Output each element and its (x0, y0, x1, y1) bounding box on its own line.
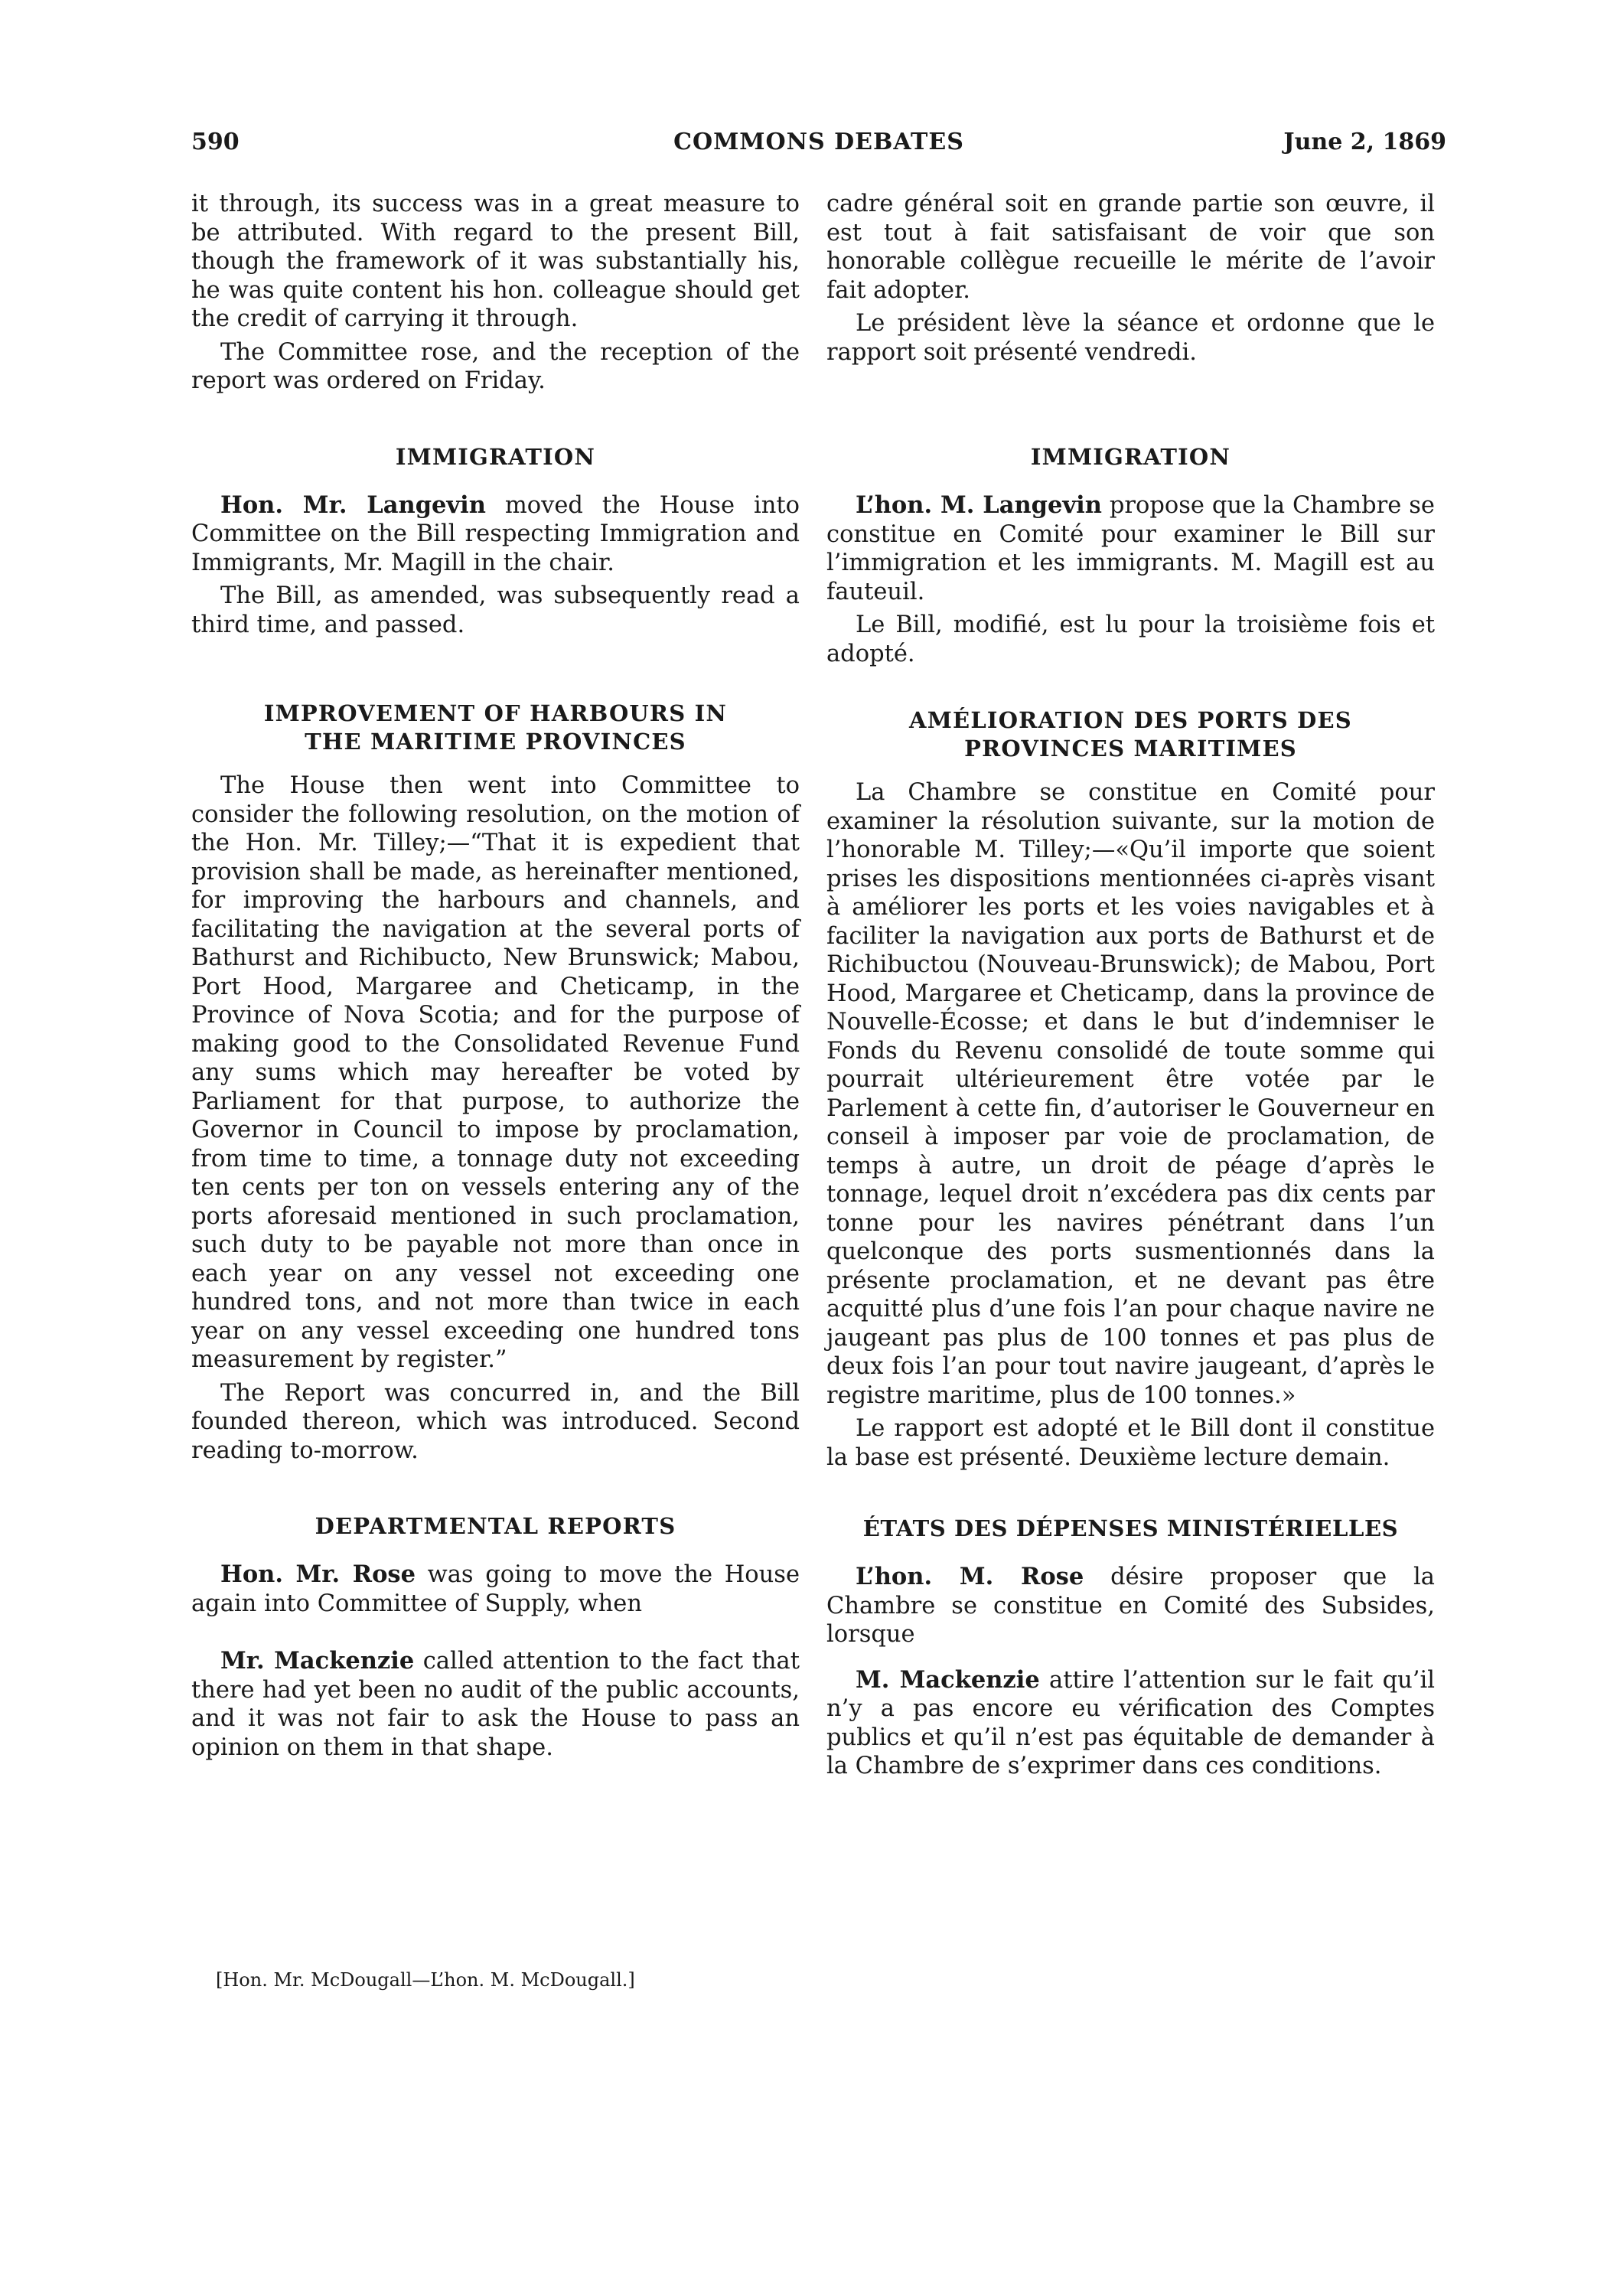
heading-line-1: AMÉLIORATION DES PORTS DES (909, 707, 1352, 733)
heading-line-1: IMPROVEMENT OF HARBOURS IN (263, 700, 728, 726)
motion-text: moved the House into Committee on the Bill respecting Immigration and Immigrants, Mr. Magill in the chair. (191, 491, 800, 576)
harbours-resolution: The House then went into Committee to consider the following resolution, on the motion of the Hon. Mr. Tilley;—“That it is expedient that provision shall be made, as hereinafter mentioned, for improving the harbours and channels, and facilitating the navigation at the several ports of Bathurst and Richibucto, New Brunswick; Mabou, Port Hood, Margaree and Cheticamp, in the Province of Nova Scotia; and for the purpose of making good to the Consolidated Revenue Fund any sums which may hereafter be voted by Parliament for that purpose, to authorize the Governor in Council to impose by proclamation, from time to time, a tonnage duty not exceeding ten cents per ton on vessels entering any of the ports aforesaid mentioned in such proclamation, such duty to be payable not more than once in each year on any vessel not exceeding one hundred tons, and not more than twice in each year on any vessel exceeding one hundred tons measurement by register.” (191, 772, 800, 1373)
harbours-result: Le rapport est adopté et le Bill dont il constitue la base est présenté. Deuxième lecture demain. (826, 1415, 1435, 1471)
committee-rose-paragraph: Le président lève la séance et ordonne que le rapport soit présenté vendredi. (826, 310, 1435, 366)
immigration-result: Le Bill, modifié, est lu pour la troisième fois et adopté. (826, 612, 1435, 667)
continued-paragraph: it through, its success was in a great measure to be attributed. With regard to the present Bill, though the framework of it was substantially his, he was quite content his hon. colleague should get the credit of carrying it through. (191, 191, 800, 332)
rose-motion (191, 1561, 800, 1618)
section-heading-reports: ÉTATS DES DÉPENSES MINISTÉRIELLES (862, 1515, 1399, 1541)
speaker-name: L’hon. M. Langevin (856, 491, 1102, 519)
page-number: 590 (191, 129, 240, 155)
speaker-name: Hon. Mr. Rose (220, 1561, 416, 1588)
speaker-name: M. Mackenzie (856, 1665, 1040, 1694)
heading-line-2: PROVINCES MARITIMES (964, 735, 1297, 762)
section-heading-harbours (826, 706, 1435, 763)
section-heading-immigration: IMMIGRATION (395, 443, 596, 470)
page-date: June 2, 1869 (1283, 129, 1446, 155)
speaker-footnote: [Hon. Mr. McDougall—L’hon. M. McDougall.] (216, 1969, 635, 1991)
page-header (191, 129, 1446, 167)
remark-text: attire l’attention sur le fait qu’il n’y a pas encore eu vérification des Comptes publics et qu’il n’est pas équitable de demander à la Chambre de s’exprimer dans ces conditions. (826, 1666, 1435, 1779)
section-heading-reports: DEPARTMENTAL REPORTS (315, 1513, 676, 1539)
immigration-result: The Bill, as amended, was subsequently read a third time, and passed. (191, 582, 800, 638)
motion-text: was going to move the House again into Committee of Supply, when (191, 1561, 800, 1617)
english-column (191, 190, 800, 1762)
mackenzie-remark (191, 1647, 800, 1762)
continued-paragraph: cadre général soit en grande partie son œuvre, il est tout à fait satisfaisant de voir que son honorable collègue recueille le mérite de l’avoir fait adopter. (826, 191, 1435, 304)
publication-title: COMMONS DEBATES (673, 129, 964, 155)
rose-motion (826, 1563, 1435, 1649)
section-heading-immigration: IMMIGRATION (1030, 444, 1231, 470)
immigration-motion (191, 491, 800, 578)
motion-text: propose que la Chambre se constitue en Comité pour examiner le Bill sur l’immigration et les immigrants. M. Magill est au fauteuil. (826, 492, 1435, 605)
speaker-name: Hon. Mr. Langevin (220, 491, 486, 519)
french-column (826, 190, 1435, 1781)
remark-text: called attention to the fact that there had yet been no audit of the public accounts, and it was not fair to ask the House to pass an opinion on them in that shape. (191, 1648, 800, 1761)
committee-rose-paragraph: The Committee rose, and the reception of the report was ordered on Friday. (191, 338, 800, 394)
harbours-result: The Report was concurred in, and the Bill founded thereon, which was introduced. Second reading to-morrow. (191, 1379, 800, 1464)
speaker-name: Mr. Mackenzie (220, 1647, 415, 1675)
harbours-resolution: La Chambre se constitue en Comité pour examiner la résolution suivante, sur la motion de l’honorable M. Tilley;—«Qu’il importe que soient prises les dispositions mentionnées ci-après visant à améliorer les ports et les voies navigables et à faciliter la navigation aux ports de Bathurst et de Richibuctou (Nouveau-Brunswick); de Mabou, Port Hood, Margaree et Cheticamp, dans la province de Nouvelle-Écosse; et dans le but d’indemniser le Fonds du Revenu consolidé de toute somme qui pourrait ultérieurement être votée par le Parlement à cette fin, d’autoriser le Gouverneur en conseil à imposer par voie de proclamation, de temps à autre, un droit de péage d’après le tonnage, lequel droit n’excédera pas dix cents par tonne pour les navires pénétrant dans l’un quelconque des ports susmentionnés dans la présente proclamation, et ne devant pas être acquitté plus d’une fois l’an pour chaque navire ne jaugeant pas plus de 100 tonnes et pas plus de deux fois l’an pour tout navire jaugeant, d’après le registre maritime, plus de 100 tonnes.» (826, 779, 1435, 1409)
immigration-motion (826, 491, 1435, 606)
mackenzie-remark (826, 1666, 1435, 1781)
section-heading-harbours (191, 700, 800, 756)
motion-text: désire proposer que la Chambre se constitue en Comité des Subsides, lorsque (826, 1564, 1435, 1648)
heading-line-2: THE MARITIME PROVINCES (305, 729, 686, 755)
speaker-name: L’hon. M. Rose (856, 1563, 1084, 1590)
